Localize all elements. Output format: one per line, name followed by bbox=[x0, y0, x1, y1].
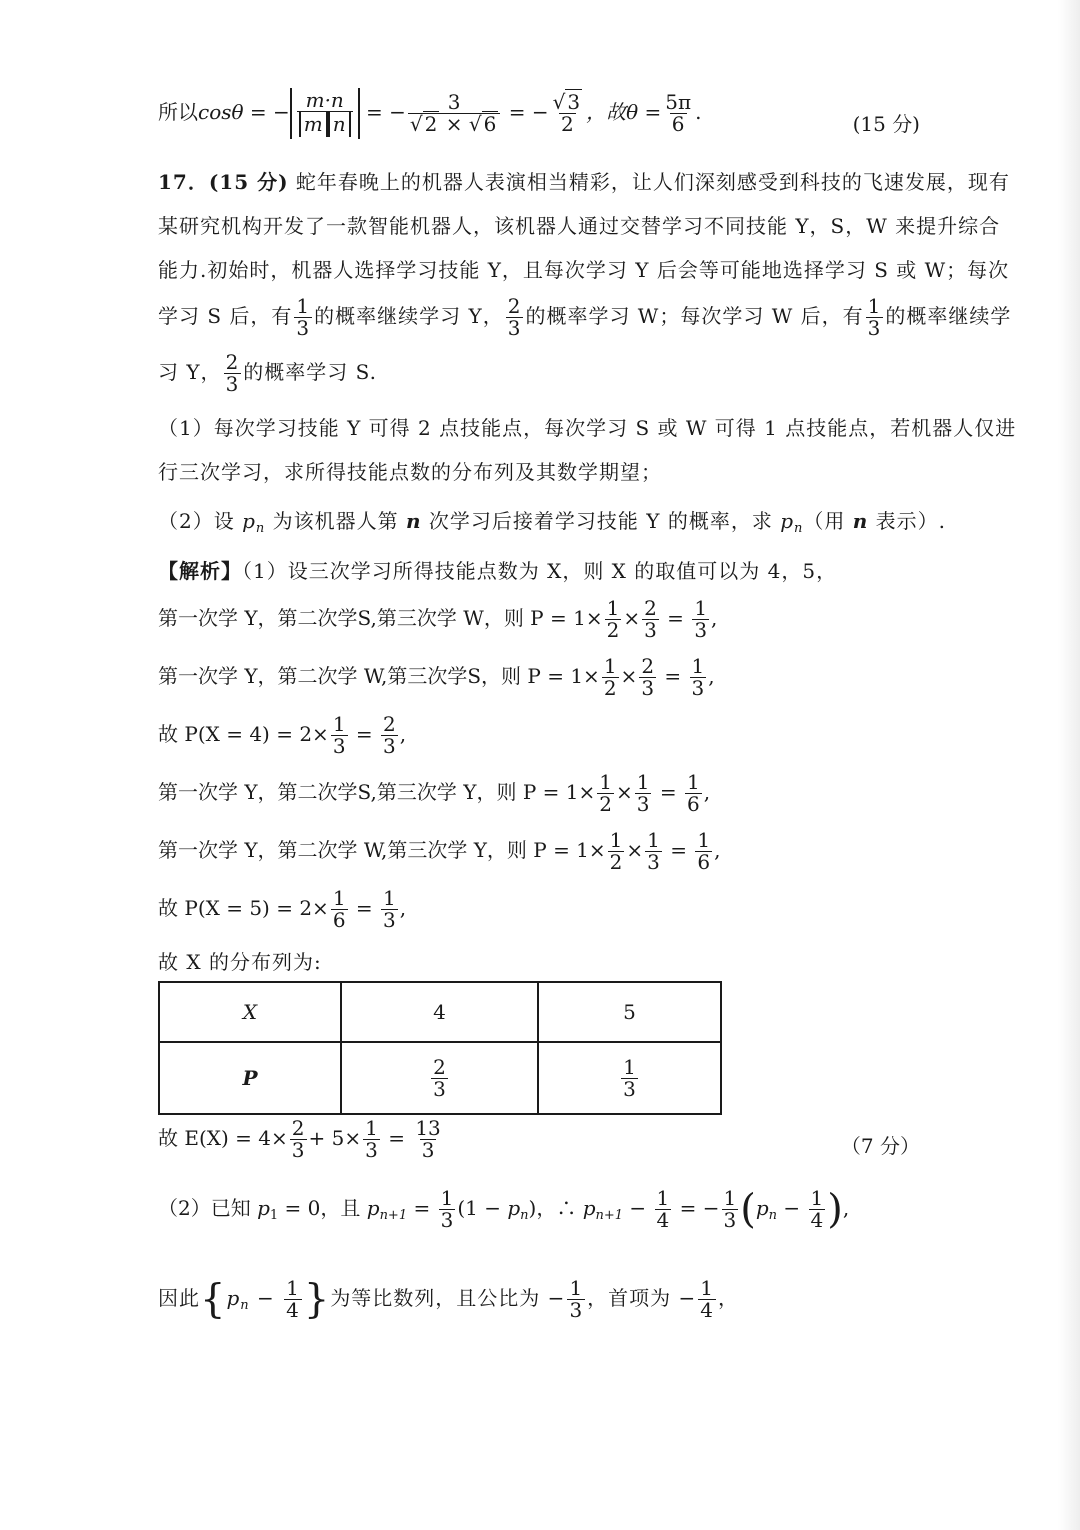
q17-line1: 17．(15 分) 蛇年春晚上的机器人表演相当精彩，让人们深刻感受到科技的飞速发展，现有 bbox=[158, 170, 1010, 194]
part1-line1: （1）每次学习技能 Y 可得 2 点技能点，每次学习 S 或 W 可得 1 点技能点，若机器人仅进 bbox=[158, 416, 1017, 440]
score-15: (15 分) bbox=[852, 112, 920, 136]
prob-x4: 故 P(X = 4) = 2× $\frac{1}{3}$ = $\frac{2}{3}$ , bbox=[158, 712, 407, 758]
q17-line2: 某研究机构开发了一款智能机器人，该机器人通过交替学习不同技能 Y，S，W 来提升综合 bbox=[158, 214, 1001, 238]
q17-line4: 学习 S 后，有 $\frac{1}{3}$ 的概率继续学习 Y， $\frac{2}{3}$ 的概率学习 W；每次学习 W 后，有 $\frac{1}{3}$ 的概率继续学 bbox=[158, 294, 1012, 340]
q17-line3: 能力.初始时，机器人选择学习技能 Y，且每次学习 Y 后会等可能地选择学习 S 或 W；每次 bbox=[158, 258, 1010, 282]
cos-theta-formula: 所以cosθ = − $\frac{m\cdot n}{\text{m n}}$ = − $\frac{3}{√ 2 \times √ 6}$ = − $\frac{√ 3}{2}$ ，故θ = $\frac{5\pi}{6}$ . bbox=[158, 88, 701, 139]
table-cell: $\frac{1}{3}$ bbox=[538, 1042, 721, 1114]
expectation: 故 E(X) = 4× $\frac{2}{3}$ + 5× $\frac{1}{3}$ = $\frac{13}{3}$ bbox=[158, 1116, 441, 1162]
part2-recurrence: （2）已知 $p_1 = 0$，且 $p_{n+1}$ = $\frac{1}{3}$ $(1 - p_n)$，∴ $p_{n+1}$ − $\frac{1}{4}$ = − $\frac{1}{3}$ ($p_n$ − $\frac{1}{4}$ ), bbox=[158, 1186, 850, 1233]
solution-head: 【解析】（1）设三次学习所得技能点数为 X，则 X 的取值可以为 4，5， bbox=[158, 559, 838, 583]
distribution-table bbox=[158, 981, 722, 1115]
table-cell: $\frac{2}{3}$ bbox=[341, 1042, 538, 1114]
geometric-conclusion: 因此{$p_n$ − $\frac{1}{4}$ }为等比数列，且公比为 − $\frac{1}{3}$ ，首项为 − $\frac{1}{4}$ ， bbox=[158, 1276, 740, 1323]
case3: 第一次学 Y，第二次学S,第三次学 Y，则 P = 1× $\frac{1}{2}$ × $\frac{1}{3}$ = $\frac{1}{6}$ , bbox=[158, 770, 711, 816]
table-cell: 4 bbox=[341, 982, 538, 1042]
table-row bbox=[159, 1042, 721, 1114]
table-row bbox=[159, 982, 721, 1042]
table-cell: 5 bbox=[538, 982, 721, 1042]
distribution-title: 故 X 的分布列为: bbox=[158, 950, 322, 974]
page-edge-shadow bbox=[1058, 0, 1080, 1530]
prob-x5: 故 P(X = 5) = 2× $\frac{1}{6}$ = $\frac{1}{3}$ , bbox=[158, 886, 407, 932]
case1: 第一次学 Y，第二次学S,第三次学 W，则 P = 1× $\frac{1}{2}$ × $\frac{2}{3}$ = $\frac{1}{3}$ , bbox=[158, 596, 718, 642]
case2: 第一次学 Y，第二次学 W,第三次学S，则 P = 1× $\frac{1}{2}$ × $\frac{2}{3}$ = $\frac{1}{3}$ , bbox=[158, 654, 715, 700]
q17-line5: 习 Y， $\frac{2}{3}$ 的概率学习 S. bbox=[158, 350, 377, 396]
table-cell: X bbox=[159, 982, 341, 1042]
table-cell: P bbox=[159, 1042, 341, 1114]
part2-question: （2）设 $p_n$ 为该机器人第 n 次学习后接着学习技能 Y 的概率，求 $p_n$（用 n 表示）. bbox=[158, 509, 946, 536]
score-7: （7 分） bbox=[840, 1134, 920, 1158]
part1-line2: 行三次学习，求所得技能点数的分布列及其数学期望； bbox=[158, 460, 662, 484]
case4: 第一次学 Y，第二次学 W,第三次学 Y，则 P = 1× $\frac{1}{2}$ × $\frac{1}{3}$ = $\frac{1}{6}$ , bbox=[158, 828, 721, 874]
